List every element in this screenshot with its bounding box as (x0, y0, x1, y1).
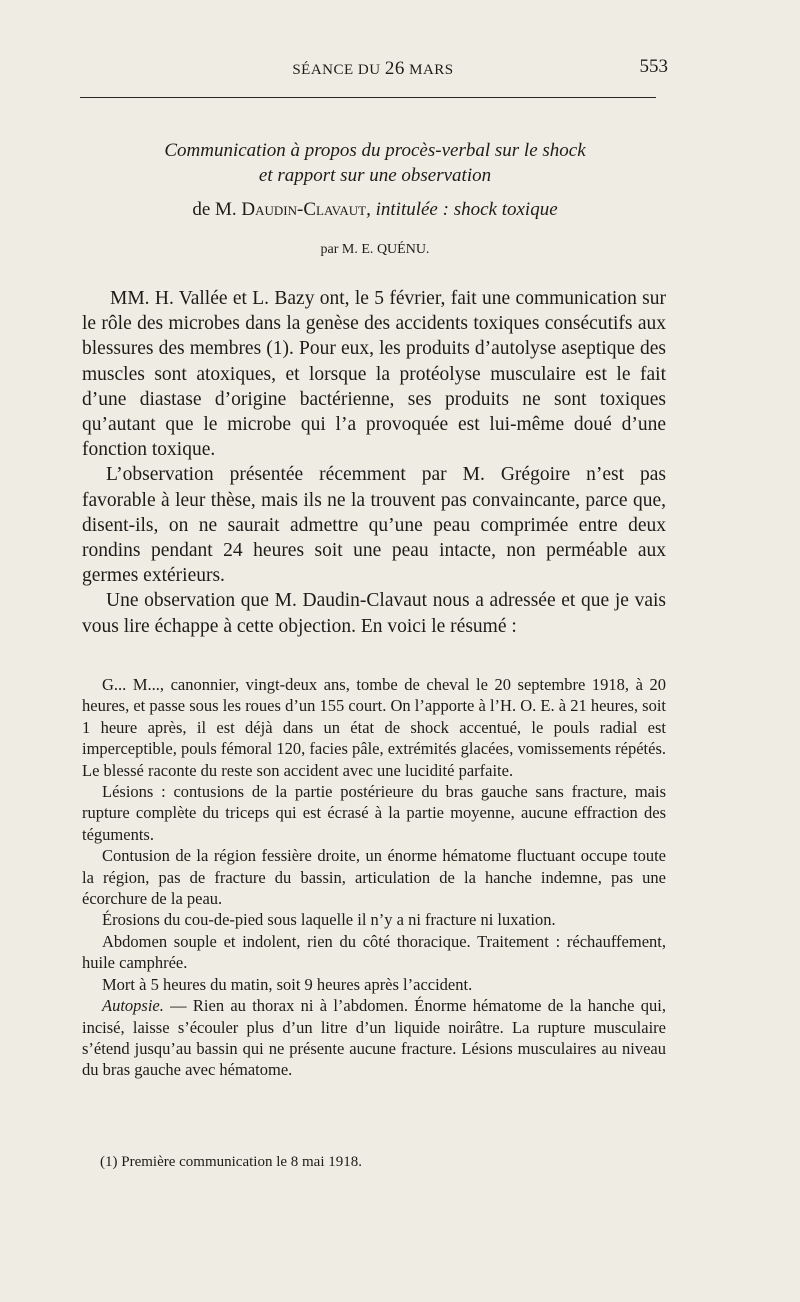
case-paragraph-2: Lésions : contusions de la partie postérieure du bras gauche sans fracture, mais rupture complète du triceps qui est écrasé à la partie moyenne, aucune effraction des téguments. (82, 782, 666, 844)
case-paragraph-7 (82, 995, 666, 1081)
byline-prefix: par M. E. (320, 242, 374, 257)
case-report (82, 674, 666, 1081)
footnote: (1) Première communication le 8 mai 1918. (100, 1154, 363, 1170)
running-title-day: 26 (384, 58, 405, 79)
paragraph-3: Une observation que M. Daudin-Clavaut nous a adressée et que je vais vous lire échappe à cette objection. En voici le résumé : (82, 590, 666, 637)
case-paragraph-1: G... M..., canonnier, vingt-deux ans, tombe de cheval le 20 septembre 1918, à 20 heures, et passe sous les roues d’un 155 court. On l’apporte à l’H. O. E. à 21 heures, soit 1 heure après, il est déjà dans un état de shock accentué, le pouls radial est imperceptible, pouls fémoral 120, facies pâle, extrémités glacées, vomissements répétés. Le blessé raconte du reste son accident avec une lucidité parfaite. (82, 675, 666, 780)
autopsy-label: Autopsie. (102, 996, 164, 1016)
title-line-2: et rapport sur une observation (258, 165, 492, 186)
header-rule (80, 97, 656, 98)
case-paragraph-3: Contusion de la région fessière droite, un énorme hématome fluctuant occupe toute la région, pas de fracture du bassin, articulation de la hanche indemne, pas une écorchure de la peau. (82, 846, 666, 909)
paragraph-1: MM. H. Vallée et L. Bazy ont, le 5 février, fait une communication sur le rôle des microbes dans la genèse des accidents toxiques consécutifs aux blessures des membres (1). Pour eux, les produits d’autolyse aseptique des muscles sont atoxiques, et lorsque la protéolyse musculaire est le fait d’une diastase d’origine bactérienne, ses produits ne sont toxiques qu’autant que le microbe qui l’a provoquée est lui-même doué d’une fonction toxique. (82, 288, 666, 461)
title-line-3-prefix: de M. (192, 199, 237, 220)
article-title (80, 138, 670, 262)
autopsy-text: — Rien au thorax ni à l’abdomen. Énorme hématome de la hanche qui, incisé, laisse s’écouler plus d’un litre d’un liquide noirâtre. La rupture musculaire s’étend jusqu’au bassin qui ne présente aucune fracture. Lésions musculaires au niveau du bras gauche avec hématome. (82, 996, 666, 1080)
byline-name: QUÉNU. (376, 242, 430, 257)
title-line-3-suffix: , intitulée : shock toxique (366, 199, 558, 220)
title-line-3 (80, 197, 670, 222)
case-paragraph-5: Abdomen souple et indolent, rien du côté thoracique. Traitement : réchauffement, huile camphrée. (82, 931, 666, 973)
page-number: 553 (639, 56, 668, 77)
running-title-month: MARS (409, 62, 454, 78)
byline (80, 237, 670, 262)
case-paragraph-6: Mort à 5 heures du matin, soit 9 heures après l’accident. (102, 974, 473, 994)
paragraph-2: L’observation présentée récemment par M. Grégoire n’est pas favorable à leur thèse, mais ils ne la trouvent pas convaincante, parce que, disent-ils, on ne saurait admettre qu’une peau comprimée entre deux rondins pendant 24 heures soit une peau intacte, non perméable aux germes extérieurs. (82, 464, 666, 587)
case-paragraph-4: Érosions du cou-de-pied sous laquelle il n’y a ni fracture ni luxation. (102, 910, 556, 930)
running-title (78, 58, 668, 80)
running-title-prefix: SÉANCE DU (292, 62, 381, 78)
title-author-name: Daudin-Clavaut (241, 199, 367, 220)
title-line-1: Communication à propos du procès-verbal sur le shock (164, 140, 586, 161)
running-header (78, 58, 668, 88)
main-text (82, 286, 666, 639)
